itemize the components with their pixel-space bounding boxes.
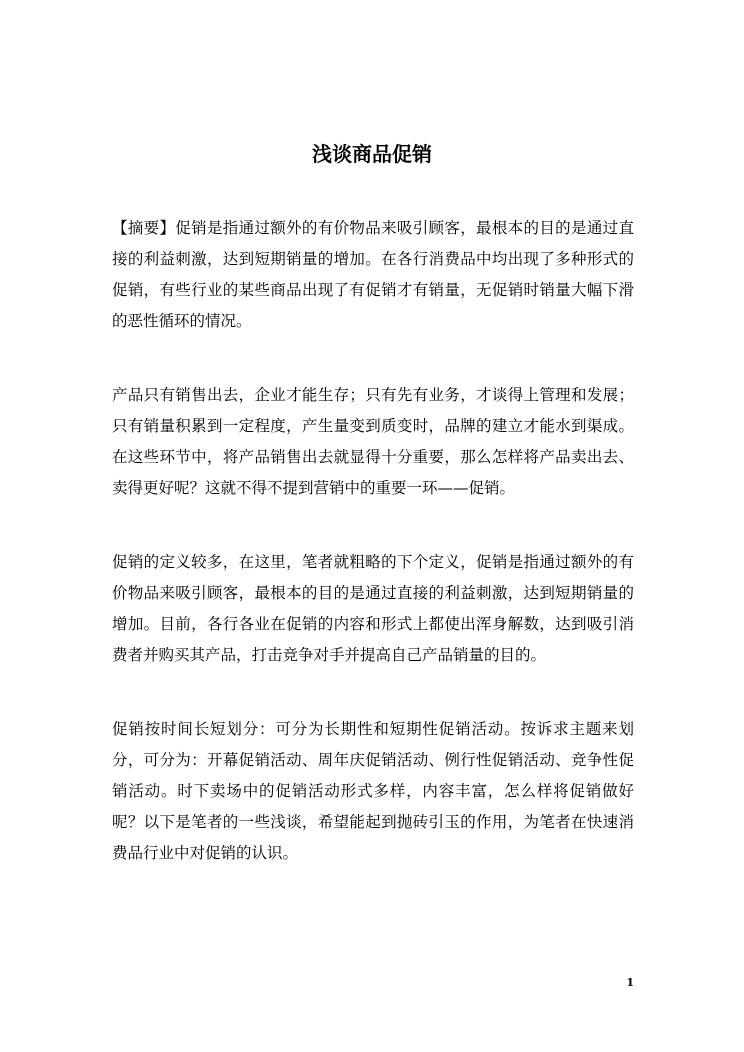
page-number: 1: [626, 976, 634, 989]
paragraph-sales-importance: 产品只有销售出去，企业才能生存；只有先有业务，才谈得上管理和发展；只有销量积累到一定程度，产生量变到质变时，品牌的建立才能水到渠成。在这些环节中，将产品销售出去就显得十分重要，那么怎样将产品卖出去、卖得更好呢？这就不得不提到营销中的重要一环——促销。: [112, 386, 634, 497]
document-body: [112, 213, 634, 912]
paragraph-promotion-definition: 促销的定义较多，在这里，笔者就粗略的下个定义，促销是指通过额外的有价物品来吸引顾客，最根本的目的是通过直接的利益刺激，达到短期销量的增加。目前，各行各业在促销的内容和形式上都使出浑身解数，达到吸引消费者并购买其产品，打击竞争对手并提高自己产品销量的目的。: [112, 553, 634, 664]
paragraph-promotion-classification: 促销按时间长短划分：可分为长期性和短期性促销活动。按诉求主题来划分，可分为：开幕促销活动、周年庆促销活动、例行性促销活动、竞争性促销活动。时下卖场中的促销活动形式多样，内容丰富，怎么样将促销做好呢？以下是笔者的一些浅谈，希望能起到抛砖引玉的作用，为笔者在快速消费品行业中对促销的认识。: [112, 720, 634, 862]
document-title: 浅谈商品促销: [312, 142, 432, 166]
paragraph-abstract: 【摘要】促销是指通过额外的有价物品来吸引顾客，最根本的目的是通过直接的利益刺激，达到短期销量的增加。在各行消费品中均出现了多种形式的促销，有些行业的某些商品出现了有促销才有销量，无促销时销量大幅下滑的恶性循环的情况。: [112, 219, 634, 330]
